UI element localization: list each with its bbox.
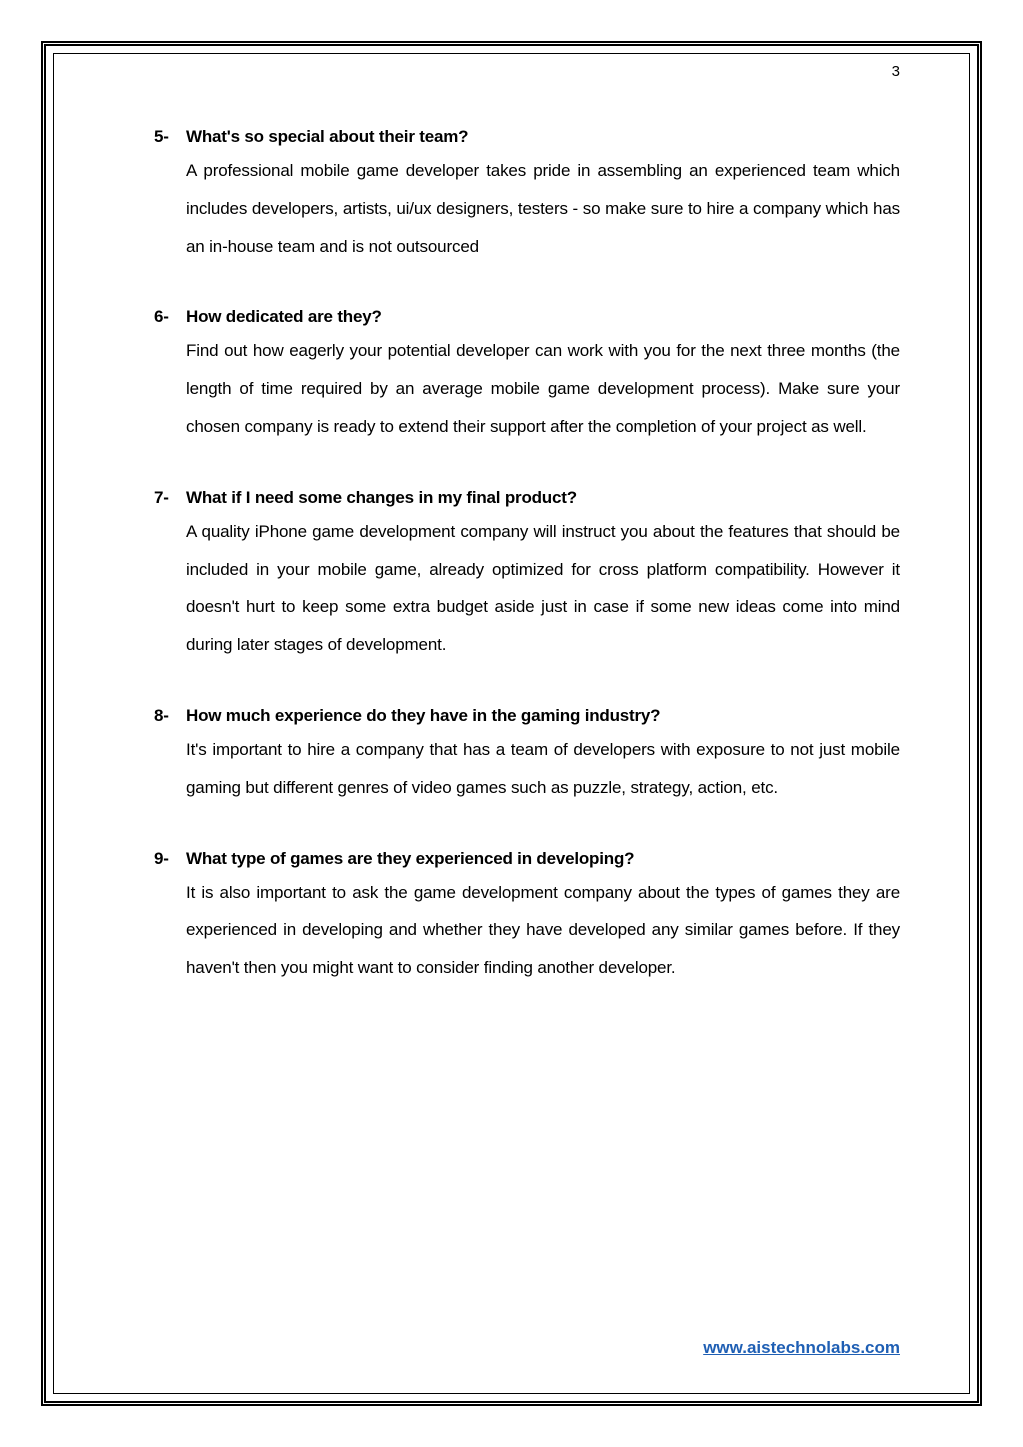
question-number: 5-: [154, 127, 169, 146]
question-number: 9-: [154, 848, 169, 868]
question-heading: [154, 844, 900, 874]
question-text: What type of games are they experienced in developing?: [186, 848, 635, 868]
question-number: 8-: [154, 705, 169, 725]
qa-item-6: [154, 302, 900, 445]
answer-paragraph: It's important to hire a company that has a team of developers with exposure to not just mobile gaming but different genres of video games such as puzzle, strategy, action, etc.: [186, 739, 900, 797]
question-text: How much experience do they have in the gaming industry?: [186, 705, 661, 725]
answer-paragraph: It is also important to ask the game development company about the types of games they are experienced in developing and whether they have developed any similar games before. If they haven't then you might want to consider finding another developer.: [186, 882, 900, 978]
qa-item-9: [154, 844, 900, 987]
website-link[interactable]: www.aistechnolabs.com: [703, 1338, 900, 1357]
answer-paragraph: A professional mobile game developer takes pride in assembling an experienced team which includes developers, artists, ui/ux designers, testers - so make sure to hire a company which has an in-house team and is not outsourced: [186, 161, 900, 256]
page-number: 3: [891, 63, 900, 80]
answer-paragraph: A quality iPhone game development company will instruct you about the features that should be included in your mobile game, already optimized for cross platform compatibility. However it doesn't hurt to keep some extra budget aside just in case if some new ideas come into mind during later stages of development.: [186, 521, 900, 655]
qa-item-5: [154, 122, 900, 265]
question-heading: [154, 483, 900, 513]
document-body: [154, 122, 900, 1024]
qa-item-8: [154, 701, 900, 807]
answer-paragraph: Find out how eagerly your potential developer can work with you for the next three months (the length of time required by an average mobile game development process). Make sure your chosen company is ready to extend their support after the completion of your project as well.: [186, 341, 900, 436]
qa-item-7: [154, 483, 900, 664]
question-heading: [154, 302, 900, 332]
question-number: 6-: [154, 307, 169, 327]
question-number: 7-: [154, 487, 169, 507]
question-text: What's so special about their team?: [186, 127, 469, 146]
question-text: How dedicated are they?: [186, 307, 382, 327]
question-text: What if I need some changes in my final product?: [186, 487, 577, 507]
question-heading: [154, 701, 900, 731]
question-heading: [154, 122, 900, 152]
